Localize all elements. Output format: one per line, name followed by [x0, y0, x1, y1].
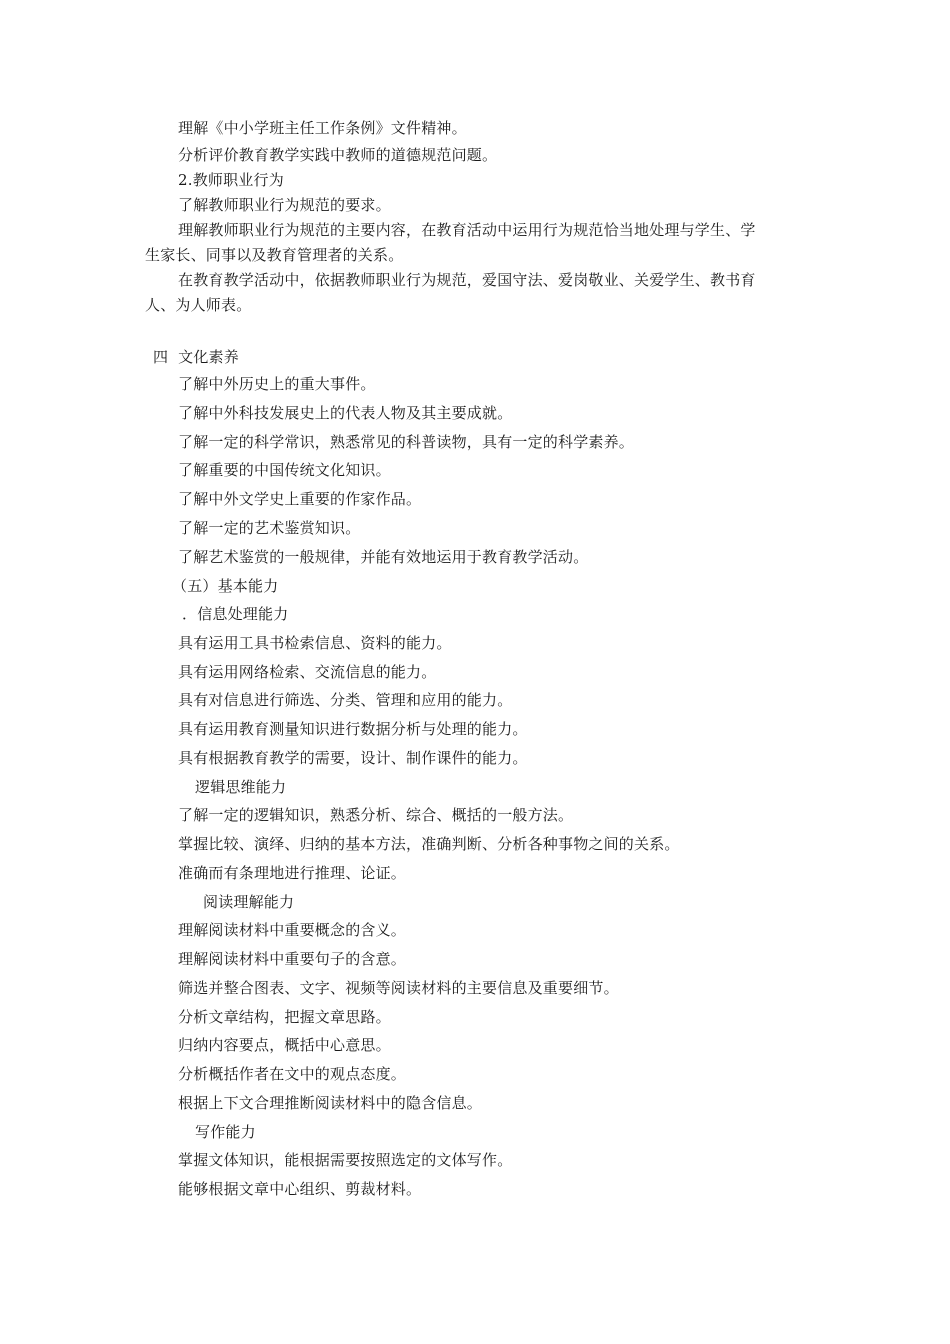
list-item: 了解中外历史上的重大事件。	[178, 375, 376, 393]
subheading-reading-comprehension: 阅读理解能力	[203, 893, 295, 911]
list-item: 了解中外文学史上重要的作家作品。	[178, 490, 422, 508]
subheading-writing: 写作能力	[195, 1123, 256, 1141]
paragraph-line: 了解教师职业行为规范的要求。	[178, 196, 391, 214]
list-item: 了解一定的艺术鉴赏知识。	[178, 519, 361, 537]
list-item: 掌握比较、演绎、归纳的基本方法，准确判断、分析各种事物之间的关系。	[178, 835, 680, 853]
list-item: 具有运用网络检索、交流信息的能力。	[178, 663, 437, 681]
heading-basic-abilities: （五）基本能力	[172, 577, 279, 595]
list-item: 能够根据文章中心组织、剪裁材料。	[178, 1180, 422, 1198]
list-item: 具有运用工具书检索信息、资料的能力。	[178, 634, 452, 652]
paragraph-line: 生家长、同事以及教育管理者的关系。	[145, 246, 404, 264]
list-item: 了解一定的科学常识，熟悉常见的科普读物，具有一定的科学素养。	[178, 433, 635, 451]
subheading-teacher-conduct: 2.教师职业行为	[178, 171, 284, 189]
paragraph-line: 理解教师职业行为规范的主要内容，在教育活动中运用行为规范恰当地处理与学生、学	[178, 221, 756, 239]
subheading-logical-thinking: 逻辑思维能力	[195, 778, 287, 796]
list-item: 掌握文体知识，能根据需要按照选定的文体写作。	[178, 1151, 513, 1169]
list-item: 具有对信息进行筛选、分类、管理和应用的能力。	[178, 691, 513, 709]
list-item: 具有运用教育测量知识进行数据分析与处理的能力。	[178, 720, 528, 738]
list-item: 筛选并整合图表、文字、视频等阅读材料的主要信息及重要细节。	[178, 979, 619, 997]
paragraph-line: 分析评价教育教学实践中教师的道德规范问题。	[178, 146, 498, 164]
list-item: 准确而有条理地进行推理、论证。	[178, 864, 407, 882]
paragraph-line: 在教育教学活动中，依据教师职业行为规范，爱国守法、爱岗敬业、关爱学生、教书育	[178, 271, 756, 289]
list-item: 理解阅读材料中重要概念的含义。	[178, 921, 407, 939]
list-item: 归纳内容要点，概括中心意思。	[178, 1036, 391, 1054]
list-item: 了解艺术鉴赏的一般规律，并能有效地运用于教育教学活动。	[178, 548, 589, 566]
list-item: 具有根据教育教学的需要，设计、制作课件的能力。	[178, 749, 528, 767]
list-item: 理解阅读材料中重要句子的含意。	[178, 950, 407, 968]
heading-cultural-literacy: 四 文化素养	[153, 348, 239, 366]
subheading-info-processing: ．信息处理能力	[182, 605, 289, 623]
paragraph-line: 人、为人师表。	[145, 296, 252, 314]
list-item: 分析概括作者在文中的观点态度。	[178, 1065, 407, 1083]
list-item: 了解重要的中国传统文化知识。	[178, 461, 391, 479]
list-item: 了解一定的逻辑知识，熟悉分析、综合、概括的一般方法。	[178, 806, 574, 824]
paragraph-line: 理解《中小学班主任工作条例》文件精神。	[178, 119, 467, 137]
list-item: 分析文章结构，把握文章思路。	[178, 1008, 391, 1026]
list-item: 了解中外科技发展史上的代表人物及其主要成就。	[178, 404, 513, 422]
list-item: 根据上下文合理推断阅读材料中的隐含信息。	[178, 1094, 483, 1112]
